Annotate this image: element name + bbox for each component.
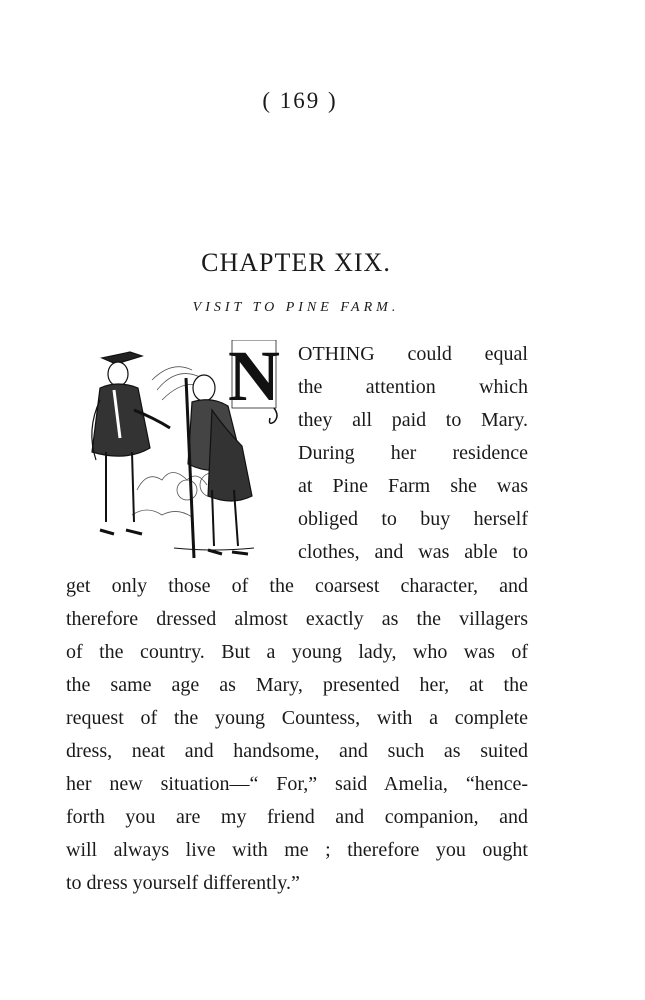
text-line: will always live with me ; therefore you ought bbox=[66, 839, 528, 861]
chapter-title: CHAPTER XIX. bbox=[201, 248, 391, 277]
text-line: clothes, and was able to bbox=[298, 541, 528, 563]
text-line: the same age as Mary, presented her, at the bbox=[66, 674, 528, 696]
chapter-subtitle: VISIT TO PINE FARM. bbox=[192, 300, 400, 315]
text-line: get only those of the coarsest character, and bbox=[66, 575, 528, 597]
page-number: ( 169 ) bbox=[262, 88, 338, 113]
text-line: request of the young Countess, with a complete bbox=[66, 707, 528, 729]
engraving-illustration bbox=[62, 340, 292, 566]
text-line: at Pine Farm she was bbox=[298, 475, 528, 497]
text-line: to dress yourself differently.” bbox=[66, 872, 300, 894]
text-line: During her residence bbox=[298, 442, 528, 464]
text-line: they all paid to Mary. bbox=[298, 409, 528, 431]
text-line: the attention which bbox=[298, 376, 528, 398]
text-line: obliged to buy herself bbox=[298, 508, 528, 530]
text-line: forth you are my friend and companion, and bbox=[66, 806, 528, 828]
drop-cap-letter: N bbox=[228, 340, 280, 416]
text-line: dress, neat and handsome, and such as suited bbox=[66, 740, 528, 762]
text-line: therefore dressed almost exactly as the villagers bbox=[66, 608, 528, 630]
text-line: of the country. But a young lady, who was of bbox=[66, 641, 528, 663]
text-line: OTHING could equal bbox=[298, 343, 528, 365]
text-line: her new situation—“ For,” said Amelia, “hence- bbox=[66, 773, 528, 795]
